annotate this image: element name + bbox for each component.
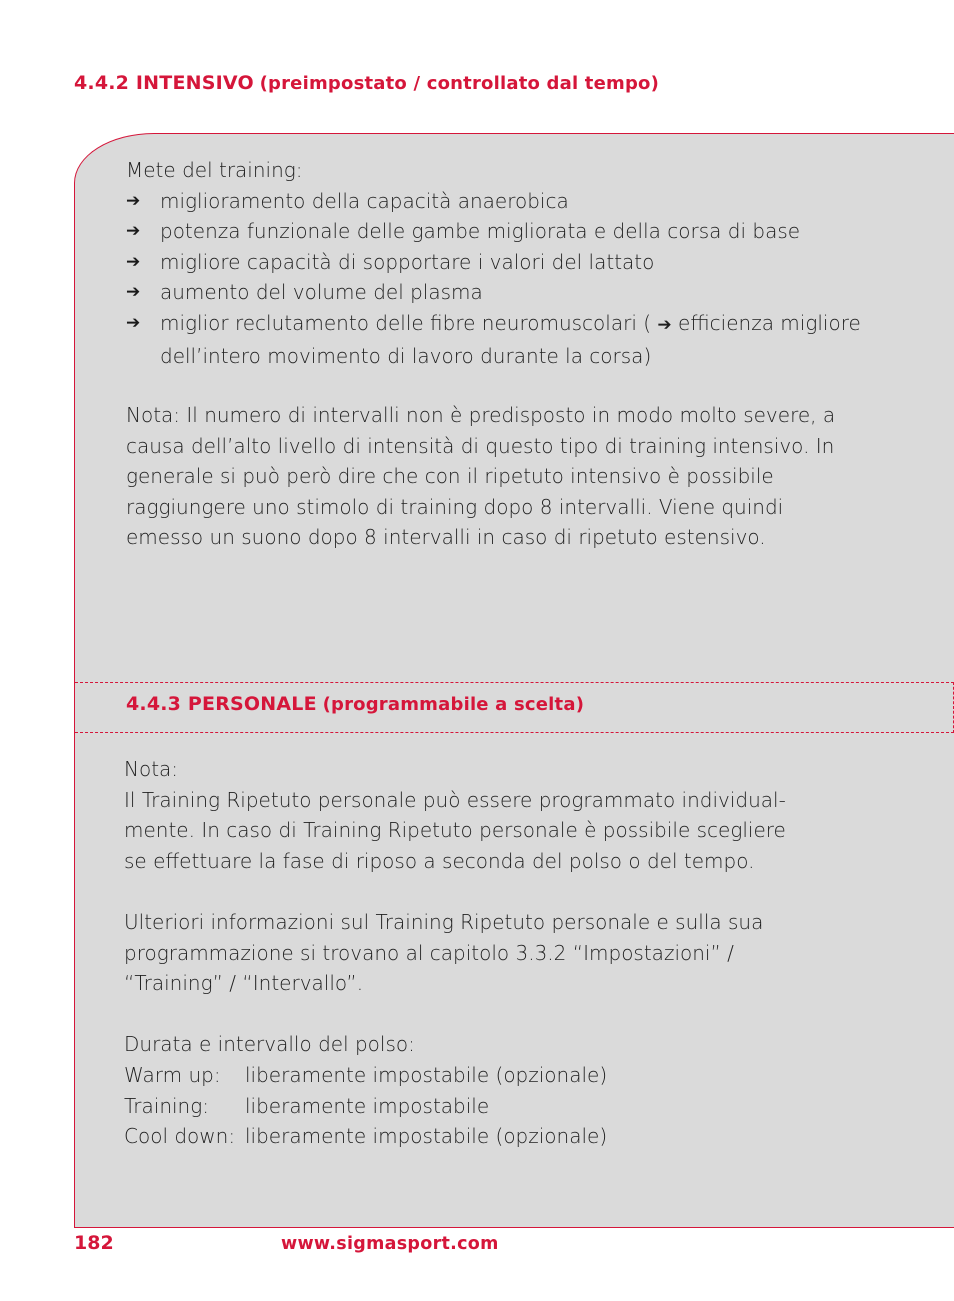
- duration-row: [124, 1091, 864, 1122]
- goal-item: [126, 186, 866, 217]
- personal-section-body: [124, 754, 864, 1152]
- website-link[interactable]: www.sigmasport.com: [281, 1234, 499, 1254]
- note-line: se effettuare la fase di riposo a seconda del polso o del tempo.: [124, 848, 755, 873]
- section-442-number-title: 4.4.2 INTENSIVO: [74, 72, 254, 94]
- section-443-heading: [126, 693, 584, 715]
- arrow-right-icon: ➔: [126, 190, 141, 211]
- arrow-right-icon: ➔: [126, 312, 141, 333]
- note-line: Il Training Ripetuto personale può essere programmato individual-: [124, 787, 786, 812]
- page-number: 182: [74, 1232, 114, 1254]
- goal-item: [126, 247, 866, 278]
- more-info-line: programmazione si trovano al capitolo 3.3.2 “Impostazioni” /: [124, 940, 734, 965]
- arrow-right-icon: ➔: [126, 282, 141, 303]
- note-442: [126, 400, 866, 553]
- section-443-number-title: 4.4.3 PERSONALE: [126, 693, 317, 715]
- section-442-subtitle: (preimpostato / controllato dal tempo): [259, 73, 660, 94]
- note-442-text: Nota: Il numero di intervalli non è predisposto in modo molto severe, a causa dell’alto livello di intensità di questo tipo di training intensivo. In generale si può però dire che con il ripetuto intensivo è possibile raggiungere uno stimolo di training dopo 8 intervalli. Viene quindi emesso un suono dopo 8 intervalli in caso di ripetuto estensivo.: [126, 403, 836, 550]
- note-line: mente. In caso di Training Ripetuto personale è possibile scegliere: [124, 818, 786, 843]
- goal-text-part2: efficienza migliore dell’intero movimento di lavoro durante la corsa): [160, 310, 861, 368]
- duration-row-value: liberamente impostabile: [245, 1093, 490, 1118]
- duration-row: [124, 1121, 864, 1152]
- section-442-heading: [74, 72, 659, 94]
- goals-intro: Mete del training:: [126, 158, 303, 182]
- paragraph-gap: [124, 876, 864, 907]
- goal-item: [126, 277, 866, 308]
- arrow-right-icon: ➔: [126, 221, 141, 242]
- duration-row-value: liberamente impostabile (opzionale): [245, 1062, 608, 1087]
- training-goals: [126, 155, 866, 371]
- section-443-subtitle: (programmabile a scelta): [322, 694, 585, 715]
- duration-title: Durata e intervallo del polso:: [124, 1032, 415, 1057]
- goal-text: migliore capacità di sopportare i valori del lattato: [160, 249, 655, 274]
- duration-row-value: liberamente impostabile (opzionale): [245, 1124, 608, 1149]
- goal-item: [126, 308, 866, 371]
- duration-row: [124, 1060, 864, 1091]
- arrow-right-icon: ➔: [657, 314, 672, 335]
- goal-text: aumento del volume del plasma: [160, 280, 483, 305]
- goal-text: potenza funzionale delle gambe migliorata e della corsa di base: [160, 219, 801, 244]
- goal-text: miglioramento della capacità anaerobica: [160, 188, 569, 213]
- paragraph-gap: [124, 999, 864, 1030]
- duration-row-label: Training:: [124, 1093, 209, 1118]
- arrow-right-icon: ➔: [126, 251, 141, 272]
- more-info-line: “Training” / “Intervallo”.: [124, 971, 364, 996]
- duration-row-label: Cool down:: [124, 1124, 236, 1149]
- goal-item: [126, 216, 866, 247]
- more-info-line: Ulteriori informazioni sul Training Ripetuto personale e sulla sua: [124, 909, 764, 934]
- duration-row-label: Warm up:: [124, 1062, 221, 1087]
- note-label: Nota:: [124, 757, 179, 781]
- goal-text-part1: miglior reclutamento delle fibre neuromuscolari (: [160, 310, 652, 335]
